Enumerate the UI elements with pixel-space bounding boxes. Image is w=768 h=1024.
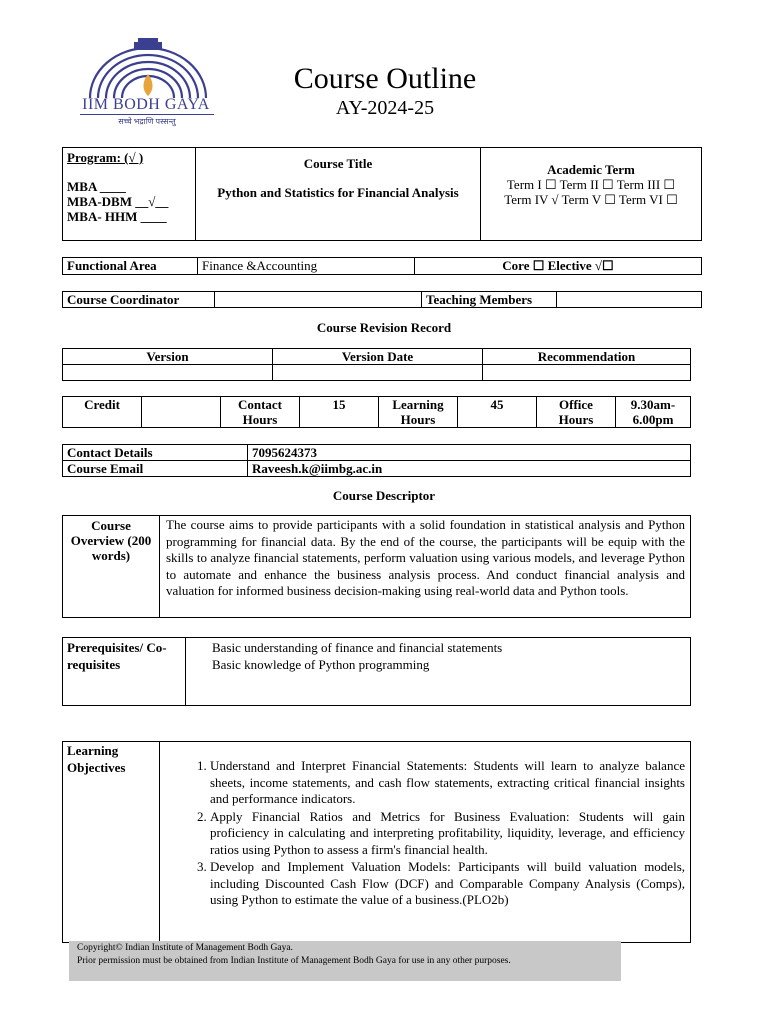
teaching-members-value <box>557 292 702 308</box>
course-title: Python and Statistics for Financial Analysis <box>217 185 459 200</box>
core-elective: Core ☐ Elective √☐ <box>415 258 702 275</box>
functional-area-table <box>62 257 702 275</box>
objectives-list <box>160 742 691 943</box>
program-cell <box>63 148 196 241</box>
objectives-label: Learning Objectives <box>63 742 160 943</box>
contact-table <box>62 444 691 477</box>
revision-table <box>62 348 691 381</box>
contact-details-label: Contact Details <box>63 445 248 461</box>
contact-hours-label: Contact Hours <box>221 397 300 428</box>
functional-area-label: Functional Area <box>63 258 198 275</box>
objective-item: 1. Understand and Interpret Financial Statements: Students will learn to analyze balance sheets, income statements, and cash flow statements, extracting critical financial insights and performance indicators. <box>210 758 685 808</box>
hours-table <box>62 396 691 428</box>
coordinator-value <box>215 292 422 308</box>
prerequisites-list <box>186 638 691 706</box>
revision-cell <box>63 365 273 381</box>
revision-header-version: Version <box>63 349 273 365</box>
academic-term-cell <box>481 148 702 241</box>
objective-item: 2. Apply Financial Ratios and Metrics for Business Evaluation: Students will gain proficiency in calculating and interpreting profitability, liquidity, leverage, and efficiency ratios using Python to assess a firm's financial health. <box>210 809 685 859</box>
overview-table <box>62 515 691 618</box>
academic-term-label: Academic Term <box>547 162 635 177</box>
teaching-members-label: Teaching Members <box>422 292 557 308</box>
contact-details-value: 7095624373 <box>248 445 691 461</box>
program-mba: MBA ____ <box>67 179 126 194</box>
revision-header-date: Version Date <box>273 349 483 365</box>
prerequisites-label: Prerequisites/ Co-requisites <box>63 638 186 706</box>
course-email-value: Raveesh.k@iimbg.ac.in <box>248 461 691 477</box>
coordinator-label: Course Coordinator <box>63 292 215 308</box>
logo-text: IIM BODH GAYA <box>82 96 210 113</box>
prerequisite-item: Basic understanding of finance and financial statements <box>212 640 503 655</box>
course-title-label: Course Title <box>303 156 373 171</box>
contact-hours-value: 15 <box>300 397 379 428</box>
program-mba-dbm: MBA-DBM __√__ <box>67 194 169 209</box>
revision-cell <box>483 365 691 381</box>
program-label: Program: (√ ) <box>67 150 144 165</box>
term-line-1: Term I ☐ Term II ☐ Term III ☐ <box>506 177 676 192</box>
page-title: Course Outline <box>293 62 477 95</box>
overview-text: The course aims to provide participants with a solid foundation in statistical analysis and Python programming for financial data. By the end of the course, the participants will be equip with the skills to analyze financial statements, perform valuation using various models, and leverage Python to automate and enhance the business analysis process. And conduct financial analysis and valuation for informed business decision-making using real-world data and Python tools. <box>160 516 691 618</box>
office-hours-label: Office Hours <box>537 397 616 428</box>
learning-hours-label: Learning Hours <box>379 397 458 428</box>
office-hours-value: 9.30am-6.00pm <box>616 397 691 428</box>
course-email-label: Course Email <box>63 461 248 477</box>
credit-label: Credit <box>63 397 142 428</box>
revision-cell <box>273 365 483 381</box>
program-table <box>62 147 702 241</box>
permission-text: Prior permission must be obtained from Indian Institute of Management Bodh Gaya for use in any other purposes. <box>77 956 511 966</box>
term-line-2: Term IV √ Term V ☐ Term VI ☐ <box>504 192 678 207</box>
descriptor-heading: Course Descriptor <box>332 488 436 503</box>
learning-hours-value: 45 <box>458 397 537 428</box>
prerequisites-table <box>62 637 691 706</box>
course-title-cell <box>196 148 481 241</box>
revision-header-recommendation: Recommendation <box>483 349 691 365</box>
logo-motto: सच्चे भद्राणि पस्सन्तु <box>80 114 214 127</box>
functional-area-value: Finance &Accounting <box>198 258 415 275</box>
academic-year: AY-2024-25 <box>335 97 435 119</box>
revision-heading: Course Revision Record <box>316 320 452 335</box>
program-mba-hhm: MBA- HHM ____ <box>67 209 167 224</box>
coordinator-table <box>62 291 702 308</box>
overview-label: Course Overview (200 words) <box>63 516 160 618</box>
copyright-footer <box>69 941 621 981</box>
objectives-table <box>62 741 691 943</box>
prerequisite-item: Basic knowledge of Python programming <box>212 657 430 672</box>
objective-item: 3. Develop and Implement Valuation Models: Participants will build valuation models, including Discounted Cash Flow (DCF) and Comparable Company Analysis (Comps), using Python to estimate the value of a business.(PLO2b) <box>210 859 685 909</box>
copyright-text: Copyright© Indian Institute of Management Bodh Gaya. <box>77 943 293 953</box>
credit-value <box>142 397 221 428</box>
